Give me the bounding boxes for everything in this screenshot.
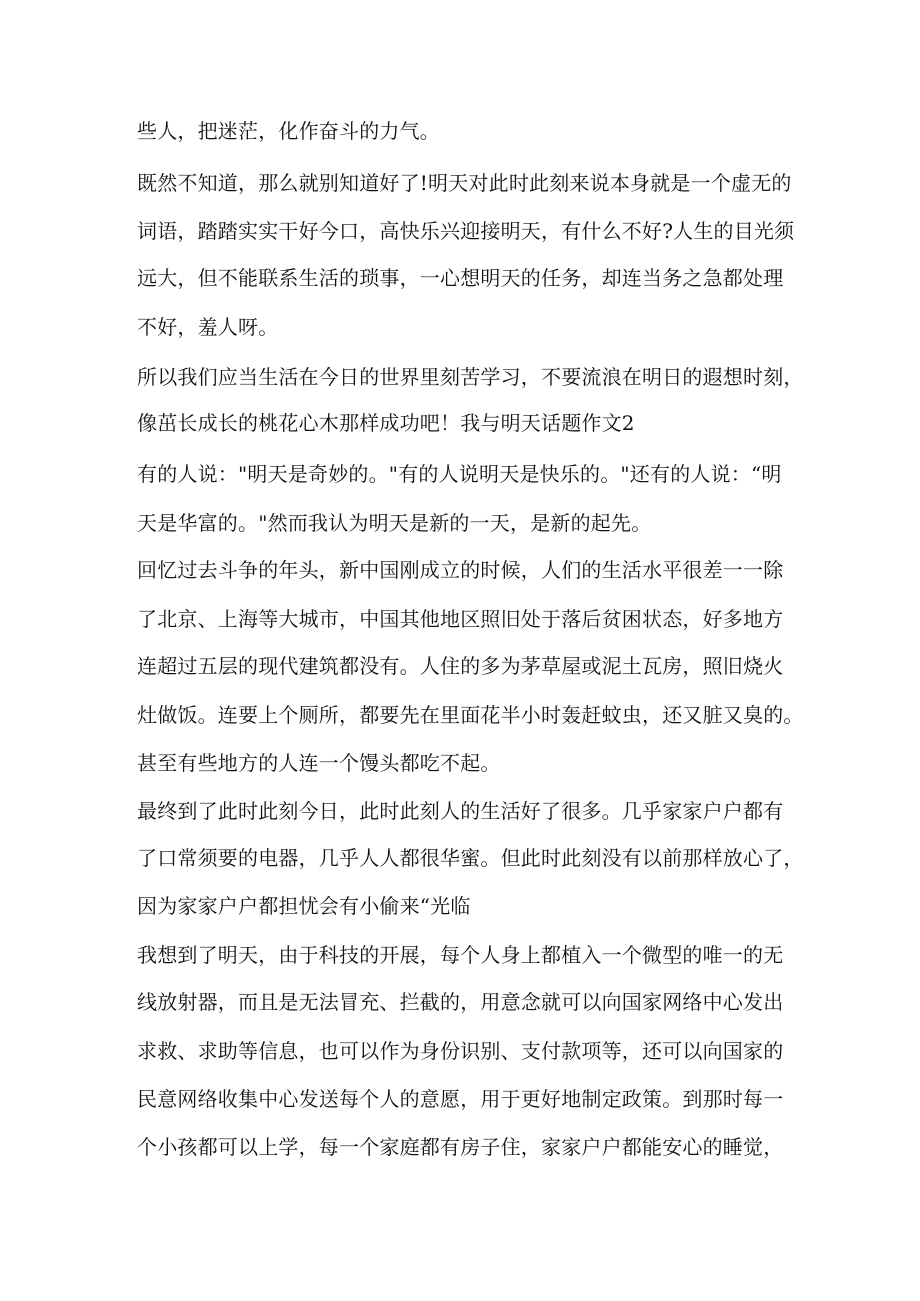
text-line: 了北京、上海等大城市，中国其他地区照旧处于落后贫困状态，好多地方 xyxy=(137,607,784,631)
text-line: 了口常须要的电器，几乎人人都很华蜜。但此时此刻没有以前那样放心了， xyxy=(137,846,804,870)
text-line: 不好，羞人呀。 xyxy=(137,315,279,339)
text-line: 灶做饭。连要上个厕所，都要先在里面花半小时轰赶蚊虫，还又脏又臭的。 xyxy=(137,703,804,727)
text-line: 有的人说："明天是奇妙的。"有的人说明天是快乐的。"还有的人说：“明 xyxy=(137,462,782,486)
text-line: 天是华富的。"然而我认为明天是新的一天，是新的起先。 xyxy=(137,511,652,535)
text-line: 连超过五层的现代建筑都没有。人住的多为茅草屋或泥土瓦房，照旧烧火 xyxy=(137,654,784,678)
text-line: 回忆过去斗争的年头，新中国刚成立的时候，人们的生活水平很差一一除 xyxy=(137,558,784,582)
text-line: 既然不知道，那么就别知道好了!明天对此时此刻来说本身就是一个虚无的 xyxy=(137,171,792,195)
text-line: 甚至有些地方的人连一个馒头都吃不起。 xyxy=(137,751,501,775)
text-line: 远大，但不能联系生活的琐事，一心想明天的任务，却连当务之急都处理 xyxy=(137,266,784,290)
text-line: 我想到了明天，由于科技的开展，每个人身上都植入一个微型的唯一的无 xyxy=(137,943,784,967)
text-line: 词语，踏踏实实干好今口，高快乐兴迎接明天，有什么不好?人生的目光须 xyxy=(137,219,795,243)
text-line: 个小孩都可以上学，每一个家庭都有房子住，家家户户都能安心的睡觉， xyxy=(137,1135,784,1159)
text-line: 求救、求助等信息，也可以作为身份识别、支付款项等，还可以向国家的 xyxy=(137,1039,784,1063)
text-line: 线放射器，而且是无法冒充、拦截的，用意念就可以向国家网络中心发出 xyxy=(137,990,784,1014)
text-line: 像茁长成长的桃花心木那样成功吧！我与明天话题作文2 xyxy=(137,411,635,435)
text-line: 最终到了此时此刻今日，此时此刻人的生活好了很多。几乎家家户户都有 xyxy=(137,799,784,823)
text-line: 些人，把迷茫，化作奋斗的力气。 xyxy=(137,119,440,143)
text-line: 民意网络收集中心发送每个人的意愿，用于更好地制定政策。到那时每一 xyxy=(137,1087,784,1111)
text-line: 所以我们应当生活在今日的世界里刻苦学习，不要流浪在明日的遐想时刻， xyxy=(137,365,804,389)
text-line: 因为家家户户都担忧会有小偷来“光临 xyxy=(137,894,471,918)
